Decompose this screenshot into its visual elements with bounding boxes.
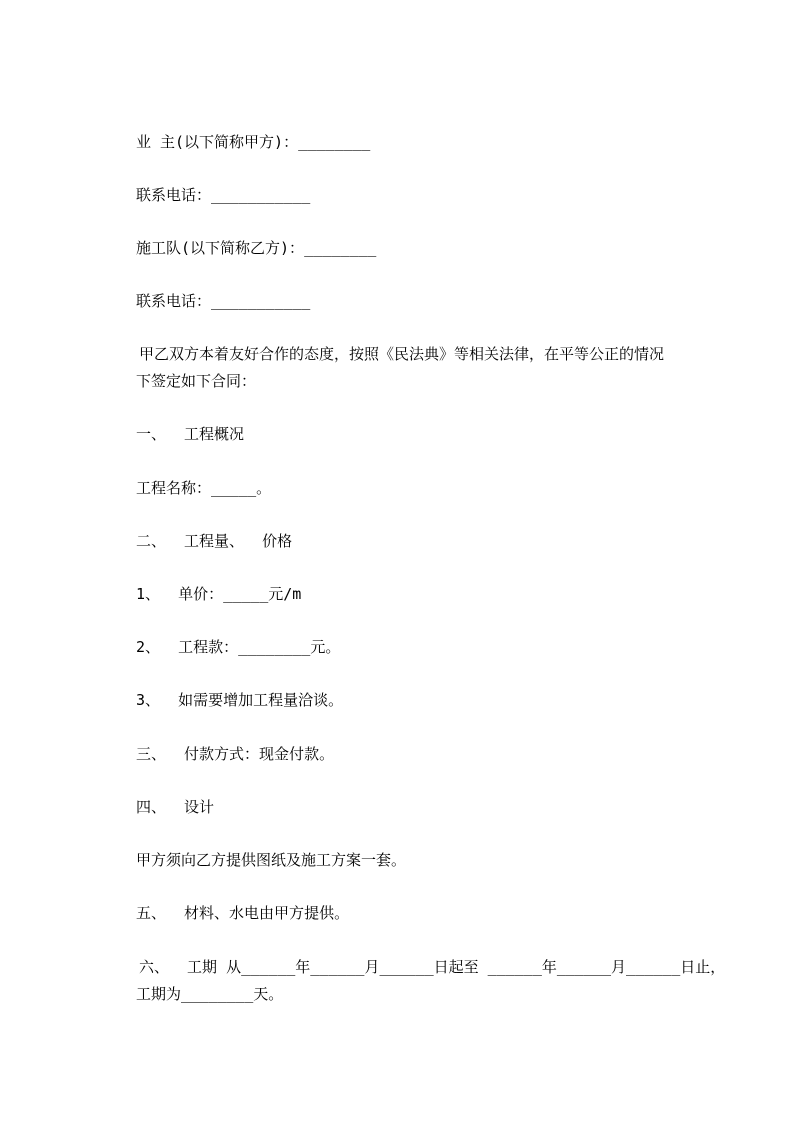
additional-work-line: 3、 如需要增加工程量洽谈。: [136, 691, 344, 709]
schedule-line-1: 六、 工期 从______年______月______日起至 ______年______月______日止，: [139, 958, 726, 976]
owner-phone-line: 联系电话：___________: [136, 186, 311, 204]
owner-line: 业 主(以下简称甲方)：________: [136, 133, 371, 151]
intro-line-1: 甲乙双方本着友好合作的态度，按照《民法典》等相关法律，在平等公正的情况: [139, 345, 665, 363]
section-1-title: 一、 工程概况: [136, 425, 245, 443]
project-name-line: 工程名称：_____。: [136, 479, 272, 497]
section-2-title: 二、 工程量、 价格: [136, 532, 293, 550]
unit-price-line: 1、 单价：_____元/m: [136, 585, 302, 603]
contractor-line: 施工队(以下简称乙方)：________: [136, 239, 377, 257]
design-body-line: 甲方须向乙方提供图纸及施工方案一套。: [136, 851, 407, 869]
section-4-title: 四、 设计: [136, 798, 215, 816]
section-3-title: 三、 付款方式：现金付款。: [136, 745, 335, 763]
section-5-title: 五、 材料、水电由甲方提供。: [136, 904, 350, 922]
schedule-line-2: 工期为________天。: [136, 985, 284, 1003]
intro-line-2: 下签定如下合同：: [136, 372, 257, 390]
project-payment-line: 2、 工程款：________元。: [136, 638, 341, 656]
contractor-phone-line: 联系电话：___________: [136, 292, 311, 310]
